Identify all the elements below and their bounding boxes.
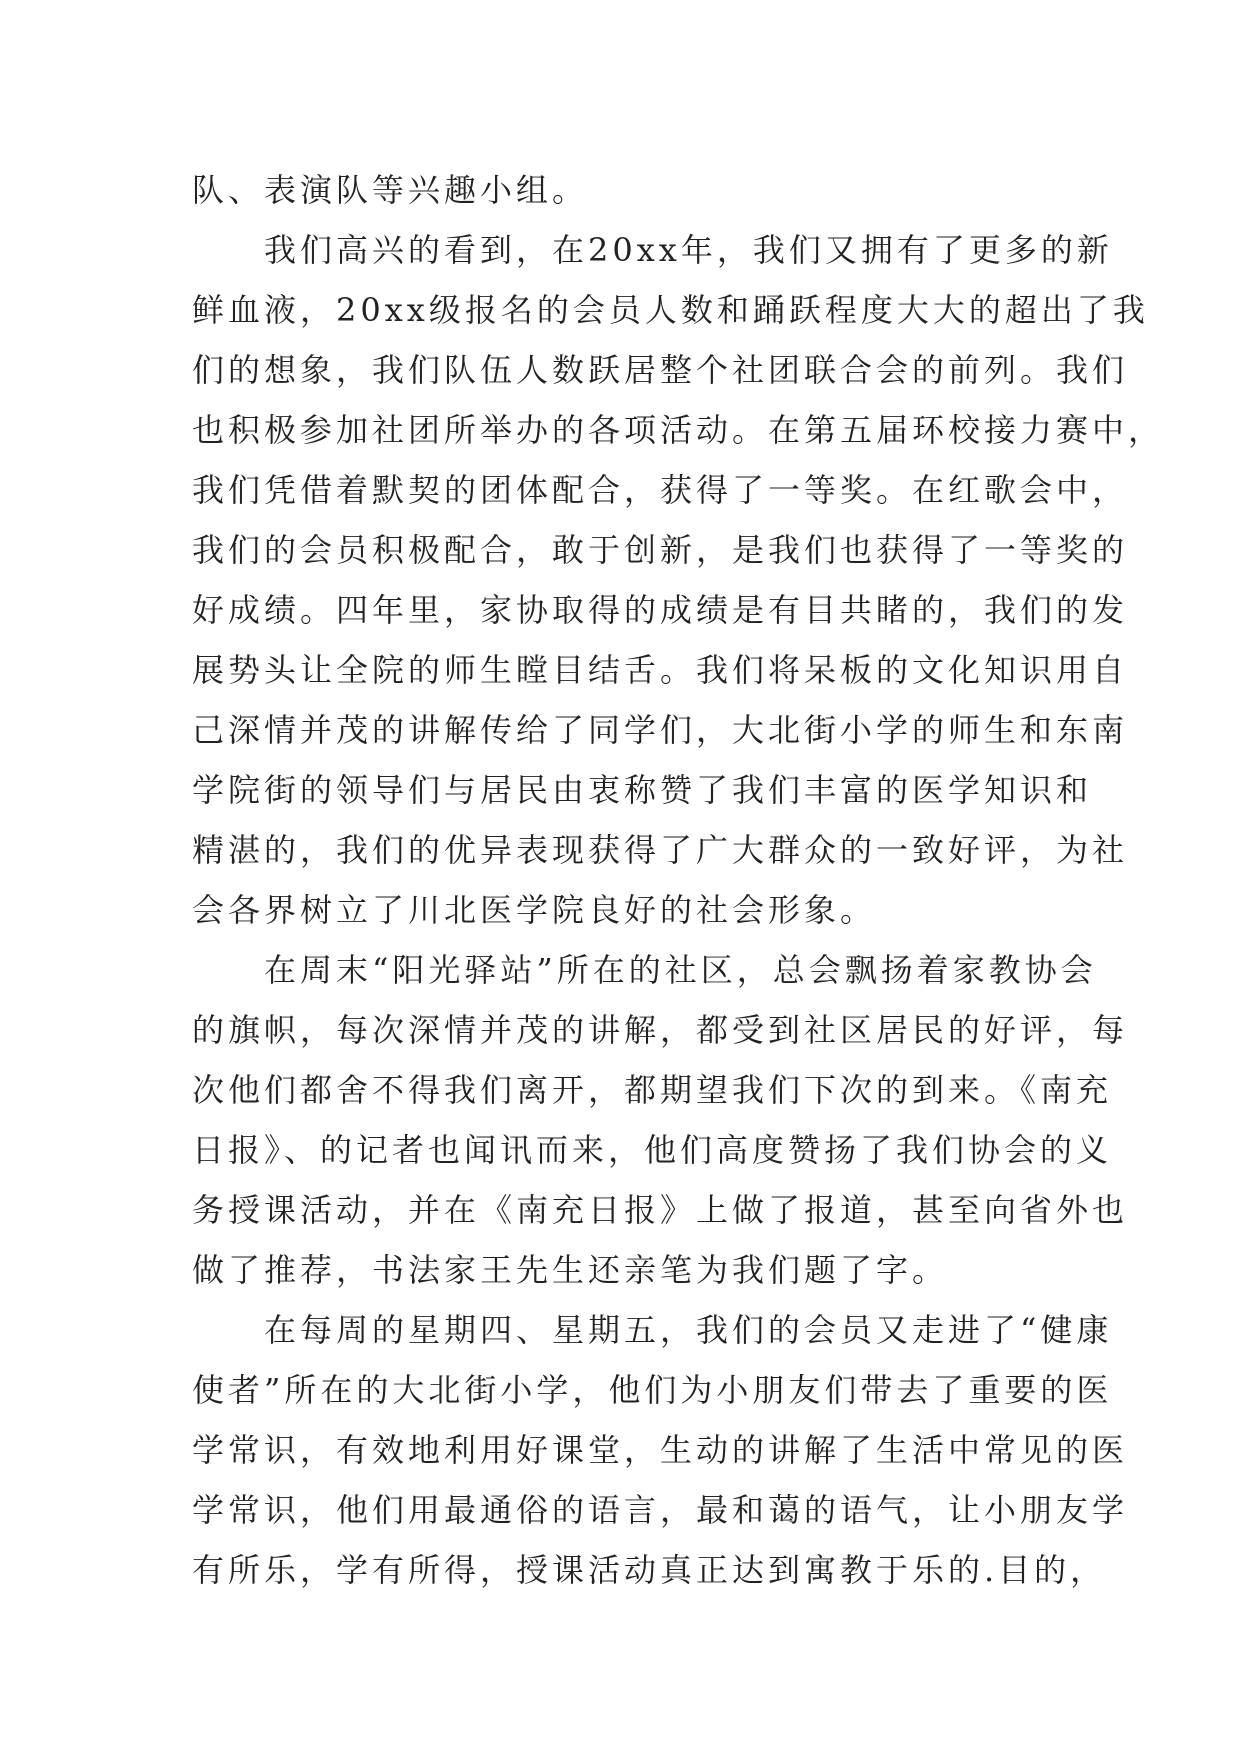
text-line: 队、表演队等兴趣小组。 — [192, 171, 589, 209]
text-line: 我们的会员积极配合，敢于创新，是我们也获得了一等奖的 — [192, 531, 1129, 569]
text-line: 有所乐，学有所得，授课活动真正达到寓教于乐的.目的， — [192, 1551, 1107, 1589]
text-line: 己深情并茂的讲解传给了同学们，大北街小学的师生和东南 — [192, 711, 1129, 749]
text-line: 在周末“阳光驿站”所在的社区，总会飘扬着家教协会 — [192, 951, 1097, 989]
text-line: 使者”所在的大北街小学，他们为小朋友们带去了重要的医 — [192, 1371, 1113, 1409]
text-line: 务授课活动，并在《南充日报》上做了报道，甚至向省外也 — [192, 1191, 1129, 1229]
text-line: 学院街的领导们与居民由衷称赞了我们丰富的医学知识和 — [192, 771, 1093, 809]
text-line: 精湛的，我们的优异表现获得了广大群众的一致好评，为社 — [192, 831, 1129, 869]
text-line: 学常识，有效地利用好课堂，生动的讲解了生活中常见的医 — [192, 1431, 1129, 1469]
text-line: 我们高兴的看到，在20xx年，我们又拥有了更多的新 — [192, 231, 1113, 269]
text-line: 我们凭借着默契的团体配合，获得了一等奖。在红歌会中， — [192, 471, 1129, 509]
text-line: 的旗帜，每次深情并茂的讲解，都受到社区居民的好评，每 — [192, 1011, 1129, 1049]
text-line: 日报》、的记者也闻讯而来，他们高度赞扬了我们协会的义 — [192, 1131, 1113, 1169]
text-line: 次他们都舍不得我们离开，都期望我们下次的到来。《南充 — [192, 1071, 1113, 1109]
text-line: 做了推荐，书法家王先生还亲笔为我们题了字。 — [192, 1251, 949, 1289]
text-line: 会各界树立了川北医学院良好的社会形象。 — [192, 891, 877, 929]
text-line: 好成绩。四年里，家协取得的成绩是有目共睹的，我们的发 — [192, 591, 1129, 629]
text-line: 鲜血液，20xx级报名的会员人数和踊跃程度大大的超出了我 — [192, 291, 1149, 329]
text-line: 也积极参加社团所举办的各项活动。在第五届环校接力赛中， — [192, 411, 1165, 449]
body-text — [192, 160, 1165, 1600]
text-line: 展势头让全院的师生瞠目结舌。我们将呆板的文化知识用自 — [192, 651, 1129, 689]
text-line: 在每周的星期四、星期五，我们的会员又走进了“健康 — [192, 1311, 1113, 1349]
text-line: 们的想象，我们队伍人数跃居整个社团联合会的前列。我们 — [192, 351, 1129, 389]
text-line: 学常识，他们用最通俗的语言，最和蔼的语气，让小朋友学 — [192, 1491, 1129, 1529]
